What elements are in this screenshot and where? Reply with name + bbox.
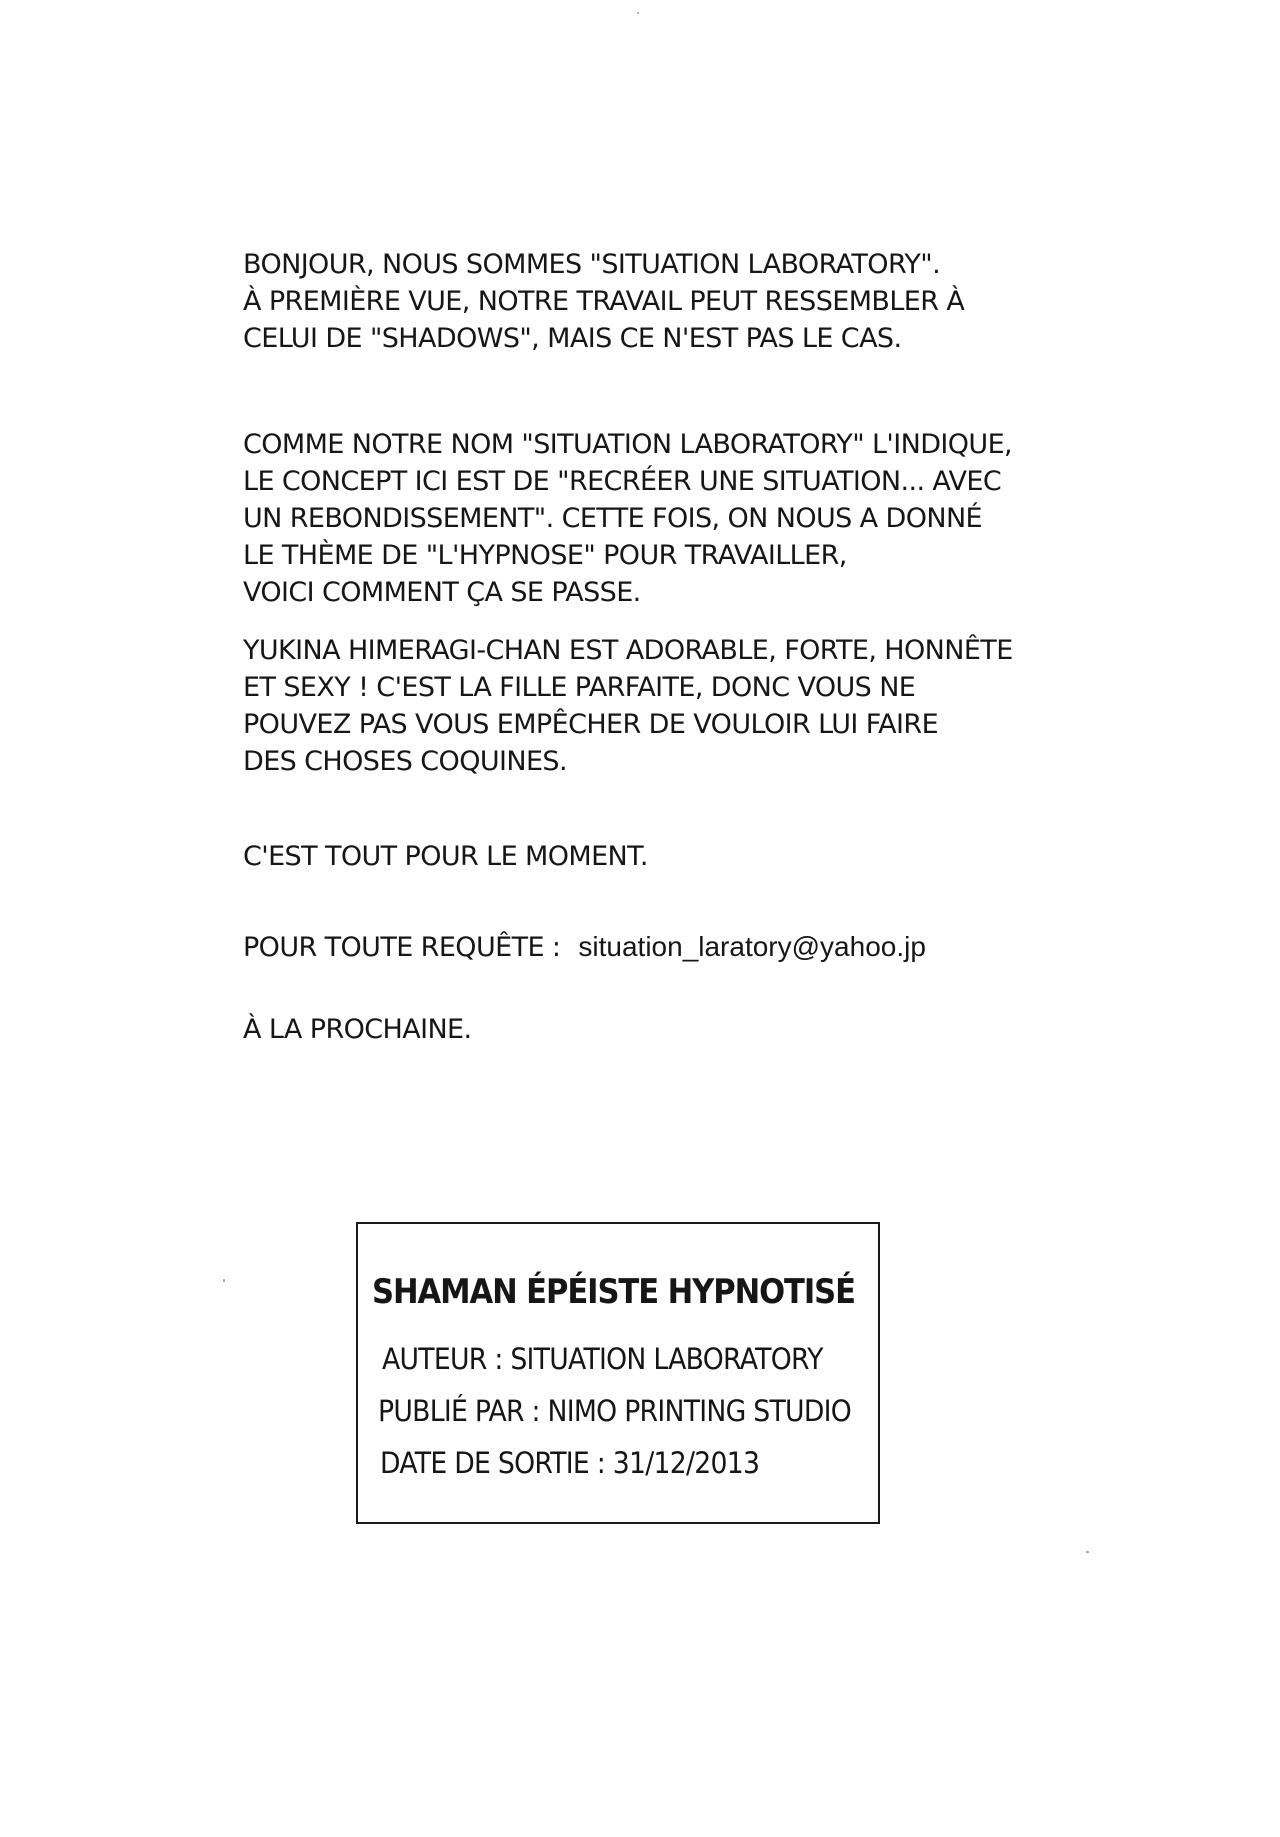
text-line: POUVEZ PAS VOUS EMPÊCHER DE VOULOIR LUI FAIRE (243, 709, 939, 740)
text-line: DES CHOSES COQUINES. (243, 746, 567, 777)
text-line: LE CONCEPT ICI EST DE "RECRÉER UNE SITUATION... AVEC (243, 466, 1002, 497)
contact-line (243, 928, 1003, 966)
text-line: ET SEXY ! C'EST LA FILLE PARFAITE, DONC VOUS NE (243, 672, 916, 703)
character-paragraph (243, 632, 1013, 780)
sign-off-paragraph (243, 838, 1003, 875)
text-line: VOICI COMMENT ÇA SE PASSE. (243, 577, 641, 608)
contact-label: POUR TOUTE REQUÊTE : (243, 932, 561, 963)
text-line: UN REBONDISSEMENT". CETTE FOIS, ON NOUS A DONNÉ (243, 503, 983, 534)
text-line: C'EST TOUT POUR LE MOMENT. (243, 841, 648, 872)
text-line: BONJOUR, NOUS SOMMES "SITUATION LABORATORY". (243, 249, 941, 280)
text-line: À PREMIÈRE VUE, NOTRE TRAVAIL PEUT RESSEMBLER À (243, 286, 965, 317)
author-line: AUTEUR : SITUATION LABORATORY (382, 1342, 823, 1376)
scan-speck (223, 1279, 225, 1282)
scan-speck (637, 12, 639, 14)
closing-line (243, 1011, 1003, 1048)
release-date-line: DATE DE SORTIE : 31/12/2013 (380, 1446, 760, 1480)
contact-email: situation_laratory@yahoo.jp (578, 931, 926, 962)
contact-row (243, 928, 1003, 966)
credits-box (356, 1222, 880, 1524)
closing-text: À LA PROCHAINE. (243, 1014, 472, 1045)
text-line: COMME NOTRE NOM "SITUATION LABORATORY" L'INDIQUE, (243, 429, 1013, 460)
scan-speck (1086, 1551, 1089, 1553)
book-title: SHAMAN ÉPÉISTE HYPNOTISÉ (372, 1272, 855, 1312)
text-line: CELUI DE "SHADOWS", MAIS CE N'EST PAS LE CAS. (243, 323, 902, 354)
text-line: YUKINA HIMERAGI-CHAN EST ADORABLE, FORTE, HONNÊTE (243, 635, 1013, 666)
concept-paragraph (243, 426, 1013, 611)
text-line: LE THÈME DE "L'HYPNOSE" POUR TRAVAILLER, (243, 540, 847, 571)
publisher-line: PUBLIÉ PAR : NIMO PRINTING STUDIO (378, 1394, 852, 1428)
intro-paragraph (243, 246, 1003, 357)
